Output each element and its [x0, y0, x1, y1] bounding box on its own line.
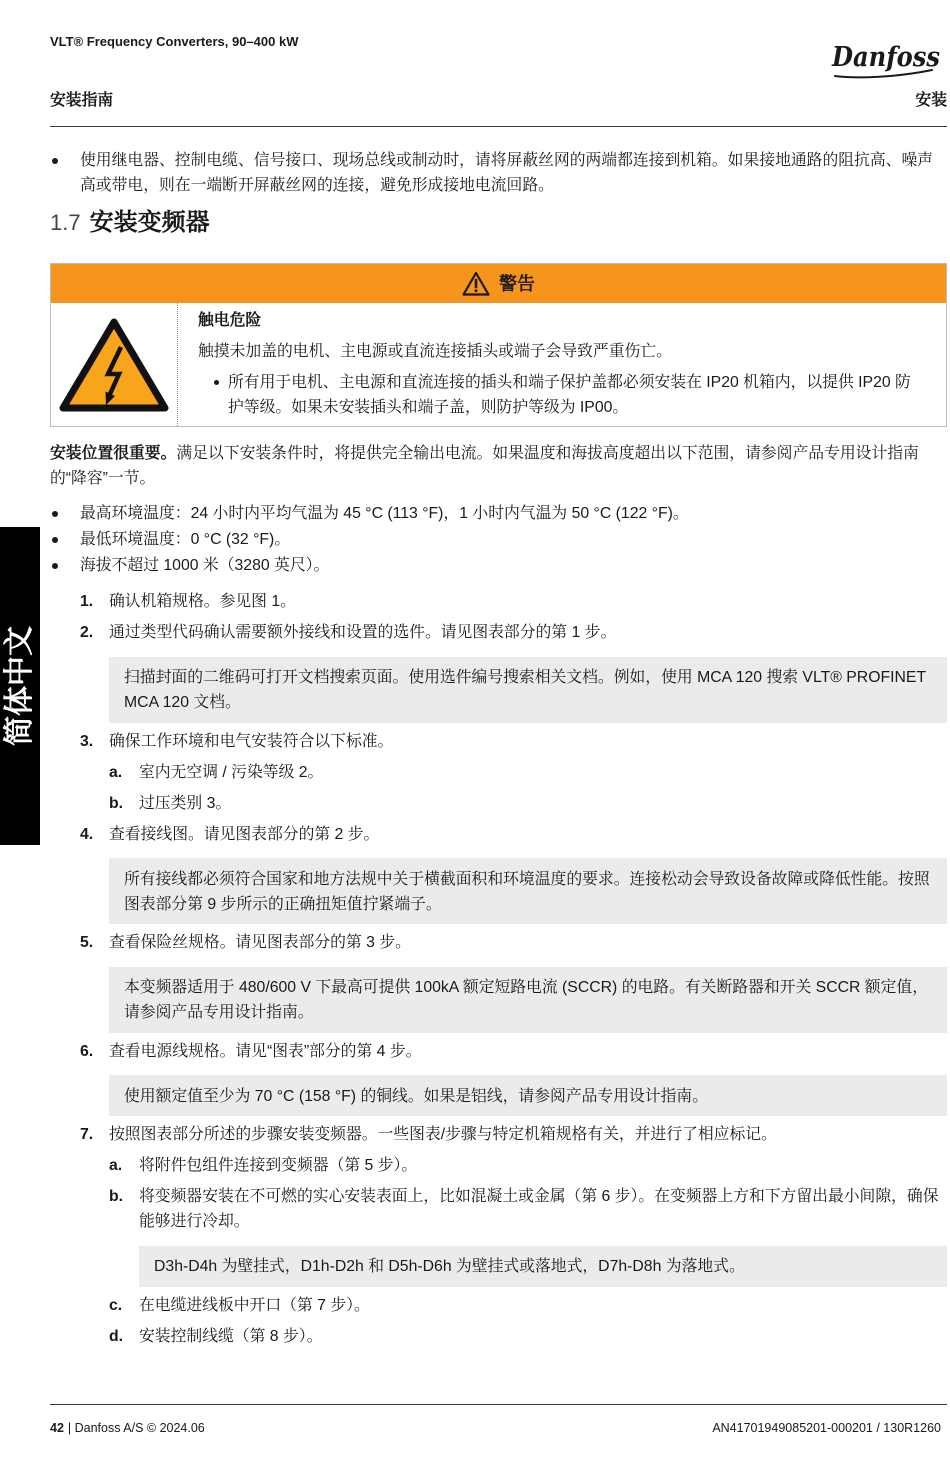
section-heading: [50, 208, 947, 241]
substep-text: 在电缆进线板中开口（第 7 步）。: [139, 1296, 370, 1314]
step-item: [50, 1122, 947, 1349]
warning-heading: 触电危险: [198, 311, 262, 329]
chapter-title: 安装: [915, 92, 947, 109]
section-number: 1.7: [50, 210, 81, 235]
language-label: 简体中文: [3, 626, 36, 746]
intro-bullet: [50, 148, 947, 198]
installation-conditions-paragraph: [50, 441, 930, 491]
list-item: [50, 527, 947, 552]
footer-left: [50, 1420, 205, 1436]
substep-item: [109, 1153, 947, 1178]
step-number: 7.: [80, 1126, 94, 1143]
footer-divider: [50, 1404, 947, 1405]
page-content: [50, 148, 947, 1349]
substep-text: 室内无空调 / 污染等级 2。: [139, 763, 324, 781]
substep-item: [109, 1324, 947, 1349]
step-number: 5.: [80, 934, 94, 951]
step-text: 通过类型代码确认需要额外接线和设置的选件。请见图表部分的第 1 步。: [109, 624, 617, 641]
substep-text: 安装控制线缆（第 8 步）。: [139, 1327, 323, 1345]
warning-label: 警告: [499, 273, 535, 294]
warning-bullet: [198, 370, 919, 420]
step-item: [50, 930, 947, 1033]
conditions-lead: 安装位置很重要。: [50, 445, 177, 462]
step-text: 查看保险丝规格。请见图表部分的第 3 步。: [109, 934, 411, 951]
bullet-dot: [52, 158, 58, 164]
substep-letter: a.: [109, 1157, 123, 1174]
language-side-tab: [0, 527, 40, 845]
bullet-dot: [52, 563, 58, 569]
condition-text: 最低环境温度：0 °C (32 °F)。: [80, 531, 291, 548]
substep-letter: b.: [109, 1188, 124, 1205]
step-text: 查看接线图。请见图表部分的第 2 步。: [109, 825, 380, 843]
warning-header: [51, 264, 946, 303]
substep-letter: b.: [109, 794, 124, 812]
warning-body: [51, 303, 946, 426]
substep-item: [109, 791, 947, 816]
warning-triangle-icon: [462, 271, 490, 296]
document-title: VLT® Frequency Converters, 90–400 kW: [50, 34, 299, 49]
logo-wordmark: Danfoss: [831, 42, 940, 73]
section-title: 安装变频器: [89, 209, 210, 236]
step-text: 查看电源线规格。请见“图表”部分的第 4 步。: [109, 1042, 422, 1060]
note-box: D3h-D4h 为壁挂式，D1h-D2h 和 D5h-D6h 为壁挂式或落地式，D7h-D8h 为落地式。: [139, 1246, 947, 1287]
warning-text: [178, 303, 946, 426]
step-number: 2.: [80, 624, 94, 641]
list-item: [50, 553, 947, 578]
electrical-hazard-icon: [59, 317, 169, 413]
step-item: [50, 620, 947, 723]
step-item: [50, 729, 947, 816]
bullet-dot: [52, 537, 58, 543]
substep-text: 过压类别 3。: [139, 794, 232, 812]
conditions-list: [50, 501, 947, 578]
condition-text: 海拔不超过 1000 米（3280 英尺）。: [80, 557, 330, 574]
substep-item: [109, 760, 947, 785]
footer-publisher: | Danfoss A/S © 2024.06: [67, 1421, 205, 1435]
step-number: 4.: [80, 825, 94, 843]
substep-item: [109, 1184, 947, 1287]
warning-icon-cell: [51, 303, 178, 426]
danfoss-logo: [828, 37, 944, 81]
warning-bullet-text: 所有用于电机、主电源和直流连接的插头和端子保护盖都必须安装在 IP20 机箱内，以提供 IP20 防护等级。如果未安装插头和端子盖，则防护等级为 IP00。: [228, 373, 911, 416]
document-code: AN41701949085201-000201 / 130R1260: [712, 1421, 941, 1435]
condition-text: 最高环境温度：24 小时内平均气温为 45 °C (113 °F)，1 小时内气温为 50 °C (122 °F)。: [80, 505, 689, 522]
step-text: 按照图表部分所述的步骤安装变频器。一些图表/步骤与特定机箱规格有关，并进行了相应标记。: [109, 1126, 777, 1143]
conditions-text: 满足以下安装条件时，将提供完全输出电流。如果温度和海拔高度超出以下范围，请参阅产品专用设计指南的“降容”一节。: [50, 445, 919, 487]
bullet-dot: [52, 511, 58, 517]
step-text: 确保工作环境和电气安装符合以下标准。: [109, 732, 394, 750]
note-box: 使用额定值至少为 70 °C (158 °F) 的铜线。如果是铝线，请参阅产品专用设计指南。: [109, 1075, 947, 1116]
step-item: [50, 822, 947, 925]
substep-text: 将附件包组件连接到变频器（第 5 步）。: [139, 1157, 418, 1174]
bullet-dot: [214, 380, 219, 385]
note-box: 所有接线都必须符合国家和地方法规中关于横截面积和环境温度的要求。连接松动会导致设备故障或降低性能。按照图表部分第 9 步所示的正确扭矩值拧紧端子。: [109, 858, 947, 924]
step-text: 确认机箱规格。参见图 1。: [109, 593, 296, 610]
document-type: 安装指南: [50, 92, 114, 109]
step-number: 1.: [80, 593, 94, 610]
note-box: 本变频器适用于 480/600 V 下最高可提供 100kA 额定短路电流 (SCCR) 的电路。有关断路器和开关 SCCR 额定值，请参阅产品专用设计指南。: [109, 967, 947, 1033]
warning-description: 触摸未加盖的电机、主电源或直流连接插头或端子会导致严重伤亡。: [198, 342, 672, 360]
substep-letter: a.: [109, 763, 123, 781]
warning-box: [50, 263, 947, 427]
substep-text: 将变频器安装在不可燃的实心安装表面上，比如混凝土或金属（第 6 步）。在变频器上方和下方留出最小间隙，确保能够进行冷却。: [139, 1188, 939, 1230]
list-item: [50, 501, 947, 526]
page-number: 42: [50, 1421, 64, 1435]
step-number: 3.: [80, 732, 94, 750]
installation-steps: [50, 589, 947, 1349]
substep-letter: d.: [109, 1327, 124, 1345]
intro-bullet-text: 使用继电器、控制电缆、信号接口、现场总线或制动时，请将屏蔽丝网的两端都连接到机箱。如果接地通路的阻抗高、噪声高或带电，则在一端断开屏蔽丝网的连接，避免形成接地电流回路。: [80, 151, 934, 194]
header-divider: [50, 126, 947, 127]
substep-letter: c.: [109, 1296, 123, 1314]
note-box: 扫描封面的二维码可打开文档搜索页面。使用选件编号搜索相关文档。例如，使用 MCA 120 搜索 VLT® PROFINET MCA 120 文档。: [109, 657, 947, 723]
step-number: 6.: [80, 1042, 94, 1060]
step-item: [50, 1039, 947, 1117]
substep-item: [109, 1293, 947, 1318]
step-item: [50, 589, 947, 614]
